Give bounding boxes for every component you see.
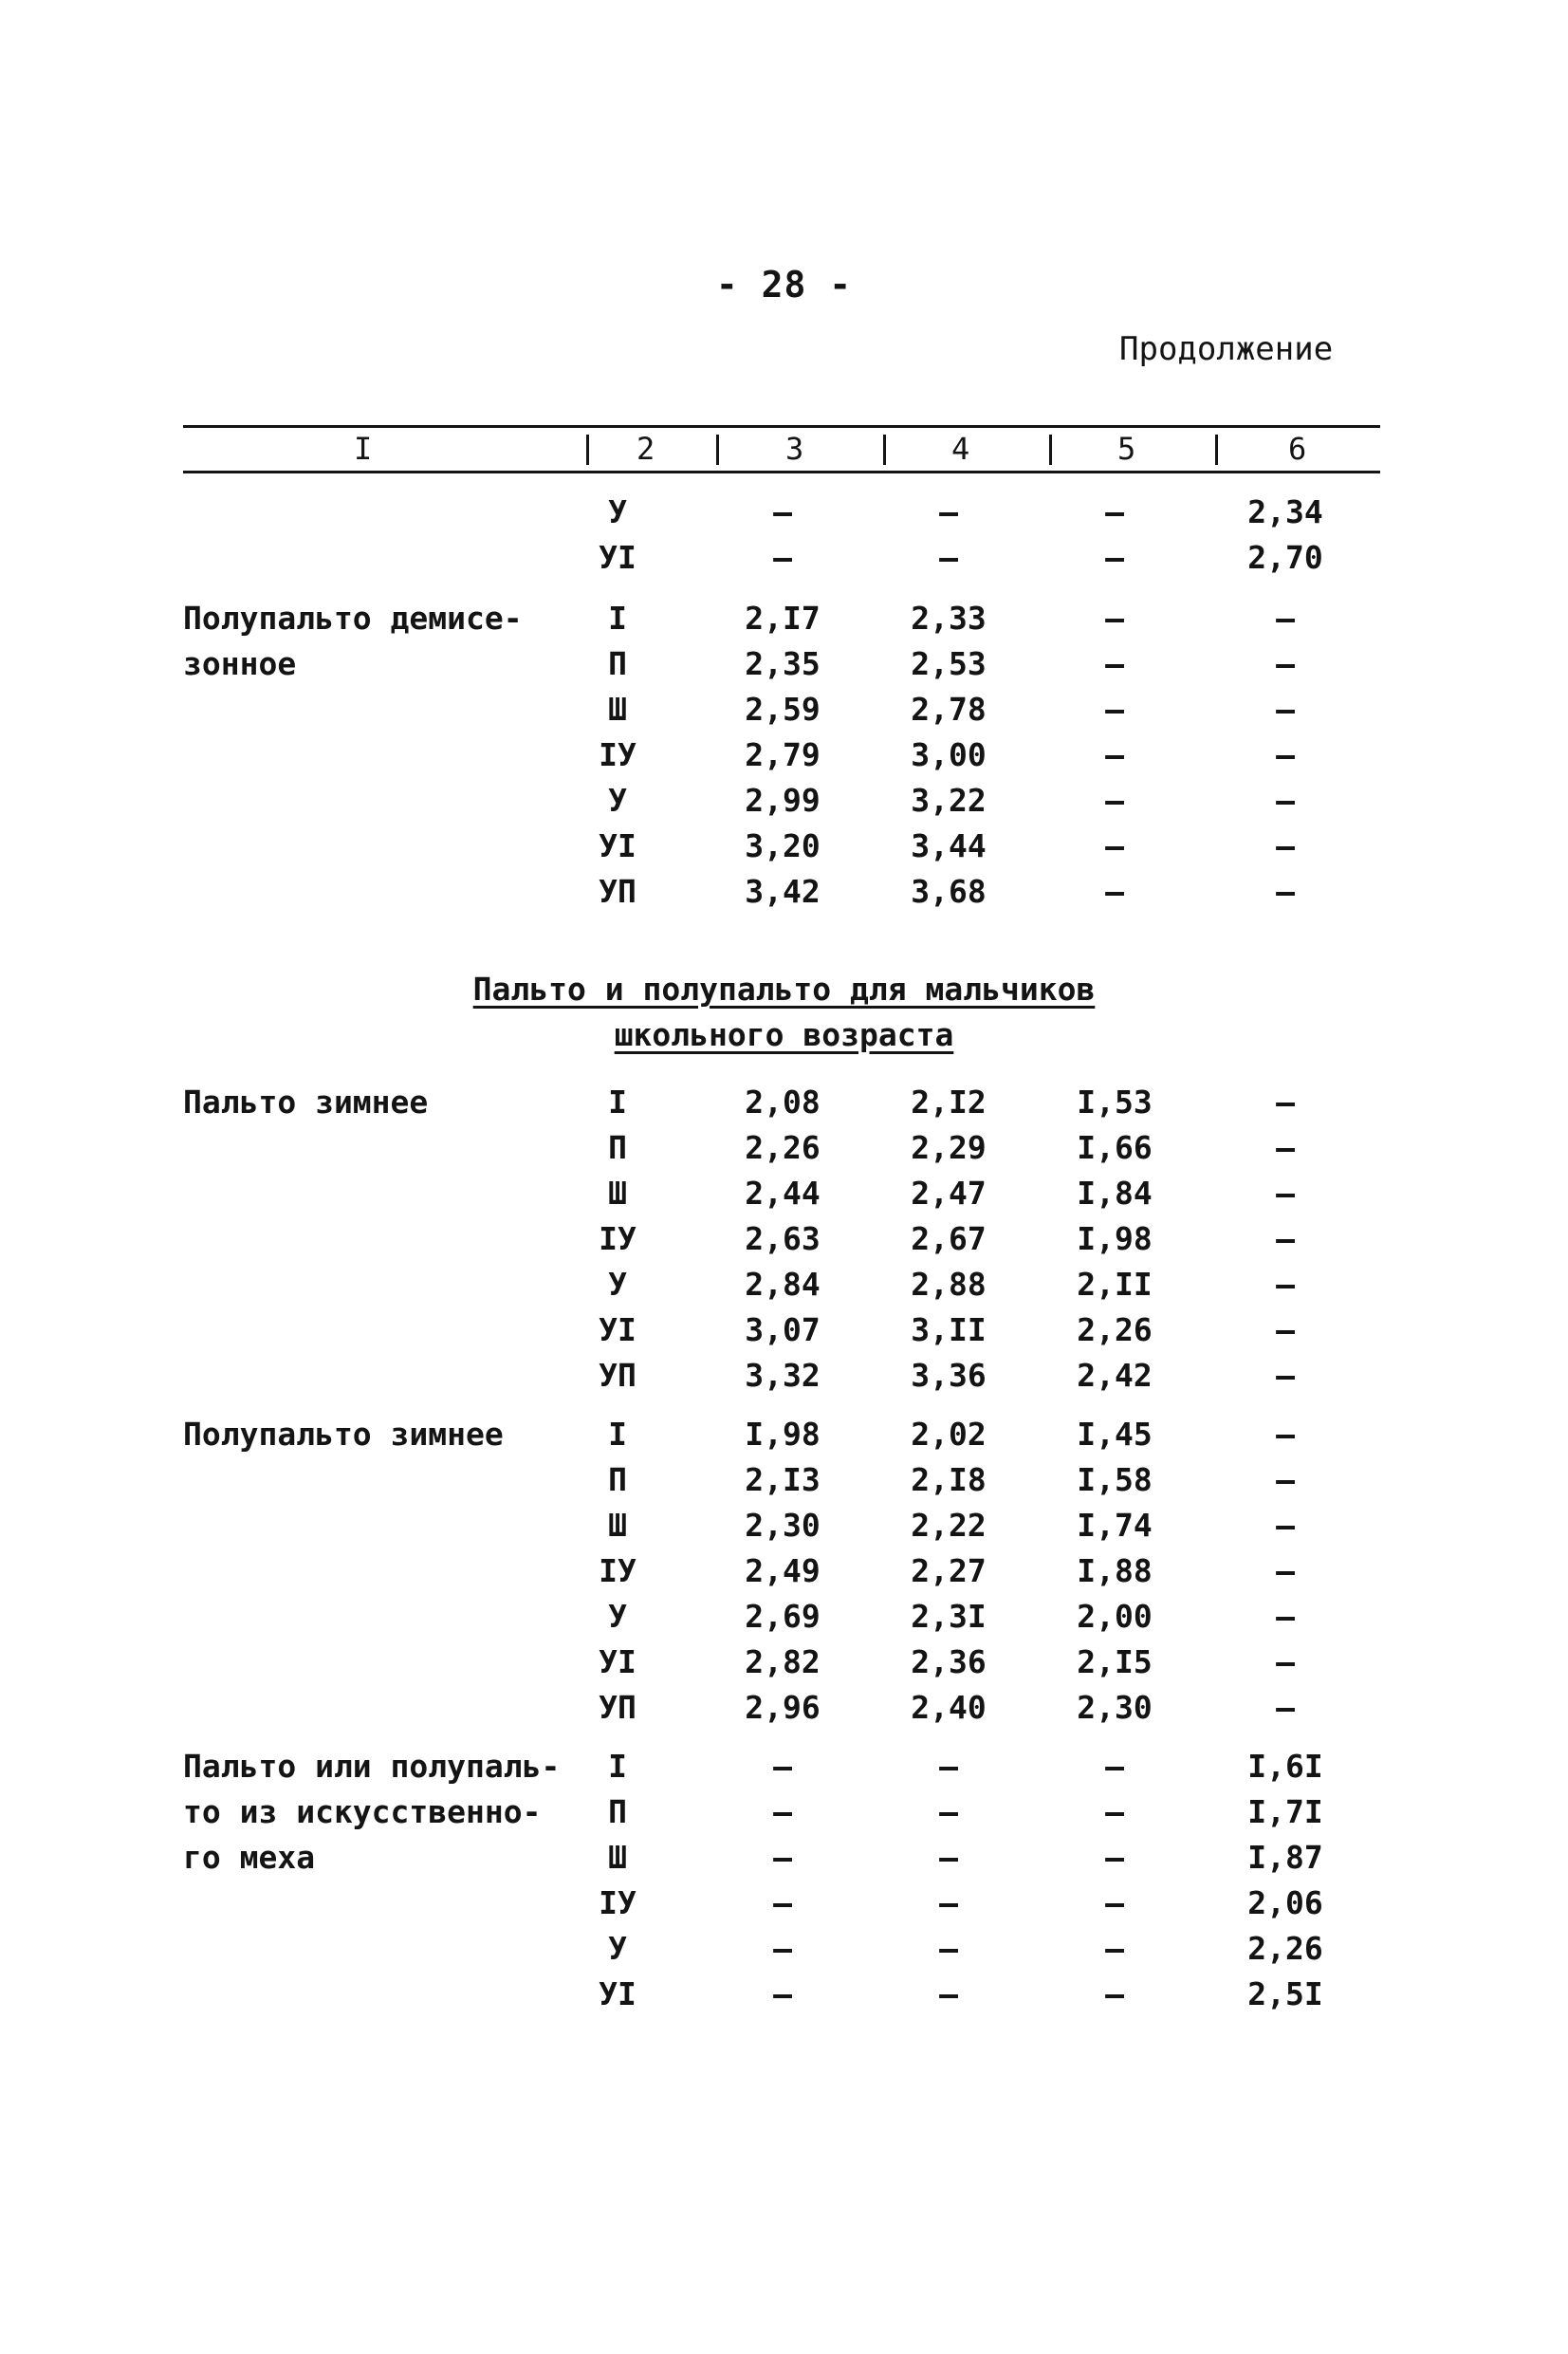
table-row (0, 1266, 1568, 1311)
table-group (0, 600, 1568, 918)
value-cell: – (773, 1839, 792, 1876)
value-cell: 3,00 (911, 736, 987, 773)
section-heading (0, 1011, 1568, 1059)
table-row (0, 1461, 1568, 1507)
value-cell: – (1105, 645, 1124, 682)
value-cell: 2,02 (911, 1416, 987, 1453)
table-row (0, 1084, 1568, 1129)
item-label-line: Полупальто зимнее (183, 1416, 504, 1453)
value-cell: 2,47 (911, 1175, 987, 1212)
continuation-label: Продолжение (1119, 330, 1334, 368)
table-row (0, 1748, 1568, 1793)
size-cell: IУ (599, 1552, 636, 1589)
size-cell: У (608, 1266, 627, 1303)
table-row (0, 1839, 1568, 1884)
value-cell: – (939, 1975, 958, 2012)
value-cell: 3,68 (911, 873, 987, 910)
value-cell: 2,79 (745, 736, 821, 773)
table-row (0, 1689, 1568, 1734)
table-row (0, 493, 1568, 539)
table-row (0, 1311, 1568, 1357)
value-cell: I,84 (1077, 1175, 1153, 1212)
value-cell: – (1276, 1220, 1295, 1257)
value-cell: – (1276, 1689, 1295, 1726)
value-cell: – (1105, 827, 1124, 864)
value-cell: 2,67 (911, 1220, 987, 1257)
table-row (0, 873, 1568, 918)
page-number: - 28 - (715, 264, 853, 306)
value-cell: – (773, 1793, 792, 1830)
column-header-2: 2 (636, 431, 655, 467)
table-top-rule (183, 425, 1380, 428)
value-cell: – (773, 539, 792, 576)
size-cell: УI (599, 827, 636, 864)
value-cell: 2,29 (911, 1129, 987, 1166)
value-cell: I,98 (1077, 1220, 1153, 1257)
size-cell: У (608, 493, 627, 530)
column-separator (1049, 435, 1052, 465)
size-cell: П (608, 645, 627, 682)
size-cell: I (608, 1748, 627, 1785)
value-cell: I,7I (1247, 1793, 1323, 1830)
column-header-4: 4 (951, 431, 970, 467)
value-cell: – (773, 493, 792, 530)
value-cell: – (1105, 1884, 1124, 1921)
value-cell: – (1276, 1311, 1295, 1348)
size-cell: Ш (608, 691, 627, 728)
value-cell: – (939, 1748, 958, 1785)
section-heading-line: Пальто и полупальто для мальчиков (472, 971, 1096, 1008)
item-label-line: Полупальто демисе- (183, 600, 523, 637)
size-cell: УI (599, 539, 636, 576)
value-cell: 2,53 (911, 645, 987, 682)
size-cell: IУ (599, 736, 636, 773)
value-cell: – (939, 1793, 958, 1830)
value-cell: I,66 (1077, 1129, 1153, 1166)
table-header-rule (183, 471, 1380, 473)
table-row (0, 1793, 1568, 1839)
value-cell: 2,26 (1247, 1930, 1323, 1967)
value-cell: 2,I3 (745, 1461, 821, 1498)
table-row (0, 827, 1568, 873)
column-separator (716, 435, 719, 465)
value-cell: – (1276, 1507, 1295, 1544)
value-cell: 2,82 (745, 1643, 821, 1680)
size-cell: Ш (608, 1507, 627, 1544)
value-cell: – (1105, 1975, 1124, 2012)
value-cell: 2,59 (745, 691, 821, 728)
column-separator (883, 435, 886, 465)
value-cell: – (1276, 1266, 1295, 1303)
value-cell: – (1105, 1793, 1124, 1830)
table-row (0, 782, 1568, 827)
value-cell: – (1105, 782, 1124, 819)
table-row (0, 1598, 1568, 1643)
table-row (0, 1416, 1568, 1461)
value-cell: – (773, 1884, 792, 1921)
value-cell: 2,63 (745, 1220, 821, 1257)
item-label-line: то из искусственно- (183, 1793, 542, 1830)
value-cell: 3,44 (911, 827, 987, 864)
table-row (0, 691, 1568, 736)
table-group (0, 1084, 1568, 1402)
table-group (0, 1748, 1568, 2021)
column-separator (586, 435, 589, 465)
value-cell: – (1105, 600, 1124, 637)
table-row (0, 1975, 1568, 2021)
value-cell: 2,I5 (1077, 1643, 1153, 1680)
size-cell: IУ (599, 1220, 636, 1257)
value-cell: 2,22 (911, 1507, 987, 1544)
value-cell: 2,08 (745, 1084, 821, 1121)
value-cell: 2,49 (745, 1552, 821, 1589)
item-label-line: Пальто зимнее (183, 1084, 429, 1121)
value-cell: I,45 (1077, 1416, 1153, 1453)
value-cell: – (939, 1930, 958, 1967)
value-cell: I,98 (745, 1416, 821, 1453)
table-row (0, 1129, 1568, 1175)
value-cell: – (1276, 1552, 1295, 1589)
value-cell: I,74 (1077, 1507, 1153, 1544)
value-cell: – (773, 1975, 792, 2012)
value-cell: I,87 (1247, 1839, 1323, 1876)
value-cell: 3,22 (911, 782, 987, 819)
column-header-1: I (354, 431, 373, 467)
table-row (0, 1884, 1568, 1930)
value-cell: – (1276, 1643, 1295, 1680)
value-cell: – (1276, 645, 1295, 682)
value-cell: 2,69 (745, 1598, 821, 1635)
table-group (0, 1416, 1568, 1734)
value-cell: 3,42 (745, 873, 821, 910)
value-cell: – (1105, 493, 1124, 530)
value-cell: – (1276, 1357, 1295, 1394)
table-row (0, 539, 1568, 584)
size-cell: Ш (608, 1175, 627, 1212)
table-row (0, 736, 1568, 782)
section-heading (0, 966, 1568, 1013)
value-cell: 2,I8 (911, 1461, 987, 1498)
value-cell: 2,06 (1247, 1884, 1323, 1921)
value-cell: 2,26 (745, 1129, 821, 1166)
value-cell: – (1276, 827, 1295, 864)
item-label-line: зонное (183, 645, 297, 682)
table-row (0, 1643, 1568, 1689)
size-cell: I (608, 1416, 627, 1453)
value-cell: – (1105, 539, 1124, 576)
value-cell: – (1276, 1129, 1295, 1166)
value-cell: 3,20 (745, 827, 821, 864)
item-label-line: Пальто или полупаль- (183, 1748, 561, 1785)
size-cell: УI (599, 1643, 636, 1680)
value-cell: 3,II (911, 1311, 987, 1348)
size-cell: УI (599, 1975, 636, 2012)
value-cell: 2,00 (1077, 1598, 1153, 1635)
table-group (0, 493, 1568, 584)
size-cell: П (608, 1461, 627, 1498)
value-cell: – (1276, 1175, 1295, 1212)
value-cell: 2,88 (911, 1266, 987, 1303)
value-cell: 2,35 (745, 645, 821, 682)
value-cell: – (1105, 1930, 1124, 1967)
value-cell: – (773, 1748, 792, 1785)
value-cell: I,6I (1247, 1748, 1323, 1785)
value-cell: – (939, 493, 958, 530)
value-cell: I,58 (1077, 1461, 1153, 1498)
value-cell: – (1276, 782, 1295, 819)
table-row (0, 1507, 1568, 1552)
value-cell: 3,32 (745, 1357, 821, 1394)
value-cell: 2,78 (911, 691, 987, 728)
value-cell: – (1276, 1598, 1295, 1635)
value-cell: – (1276, 873, 1295, 910)
value-cell: – (1276, 1461, 1295, 1498)
value-cell: 2,36 (911, 1643, 987, 1680)
value-cell: I,88 (1077, 1552, 1153, 1589)
section-heading-line: школьного возраста (614, 1016, 954, 1053)
column-header-6: 6 (1288, 431, 1307, 467)
value-cell: – (1105, 691, 1124, 728)
table-row (0, 600, 1568, 645)
value-cell: – (939, 1884, 958, 1921)
value-cell: – (939, 539, 958, 576)
value-cell: 2,5I (1247, 1975, 1323, 2012)
size-cell: УП (599, 873, 636, 910)
value-cell: 2,27 (911, 1552, 987, 1589)
size-cell: У (608, 1930, 627, 1967)
value-cell: 2,33 (911, 600, 987, 637)
value-cell: 3,36 (911, 1357, 987, 1394)
value-cell: – (1276, 1416, 1295, 1453)
size-cell: УI (599, 1311, 636, 1348)
value-cell: – (1276, 600, 1295, 637)
table-row (0, 1930, 1568, 1975)
value-cell: – (1105, 736, 1124, 773)
value-cell: 2,I2 (911, 1084, 987, 1121)
value-cell: – (773, 1930, 792, 1967)
table-row (0, 1552, 1568, 1598)
value-cell: 2,42 (1077, 1357, 1153, 1394)
value-cell: 2,34 (1247, 493, 1323, 530)
column-headers (183, 431, 1380, 469)
size-cell: У (608, 782, 627, 819)
value-cell: 2,II (1077, 1266, 1153, 1303)
value-cell: – (1105, 1839, 1124, 1876)
column-header-3: 3 (785, 431, 804, 467)
column-separator (1215, 435, 1218, 465)
size-cell: Ш (608, 1839, 627, 1876)
value-cell: 2,40 (911, 1689, 987, 1726)
value-cell: – (1105, 873, 1124, 910)
table-row (0, 1220, 1568, 1266)
table-row (0, 645, 1568, 691)
table-row (0, 1357, 1568, 1402)
value-cell: – (1276, 691, 1295, 728)
size-cell: I (608, 600, 627, 637)
size-cell: УП (599, 1689, 636, 1726)
value-cell: 2,30 (1077, 1689, 1153, 1726)
value-cell: 2,70 (1247, 539, 1323, 576)
value-cell: 3,07 (745, 1311, 821, 1348)
value-cell: 2,30 (745, 1507, 821, 1544)
value-cell: 2,I7 (745, 600, 821, 637)
value-cell: – (1276, 736, 1295, 773)
size-cell: У (608, 1598, 627, 1635)
size-cell: УП (599, 1357, 636, 1394)
size-cell: П (608, 1129, 627, 1166)
value-cell: 2,99 (745, 782, 821, 819)
value-cell: – (1276, 1084, 1295, 1121)
value-cell: 2,84 (745, 1266, 821, 1303)
size-cell: IУ (599, 1884, 636, 1921)
value-cell: – (1105, 1748, 1124, 1785)
table-row (0, 1175, 1568, 1220)
value-cell: 2,3I (911, 1598, 987, 1635)
value-cell: 2,26 (1077, 1311, 1153, 1348)
size-cell: П (608, 1793, 627, 1830)
value-cell: 2,96 (745, 1689, 821, 1726)
size-cell: I (608, 1084, 627, 1121)
value-cell: – (939, 1839, 958, 1876)
item-label-line: го меха (183, 1839, 316, 1876)
column-header-5: 5 (1117, 431, 1136, 467)
value-cell: I,53 (1077, 1084, 1153, 1121)
value-cell: 2,44 (745, 1175, 821, 1212)
